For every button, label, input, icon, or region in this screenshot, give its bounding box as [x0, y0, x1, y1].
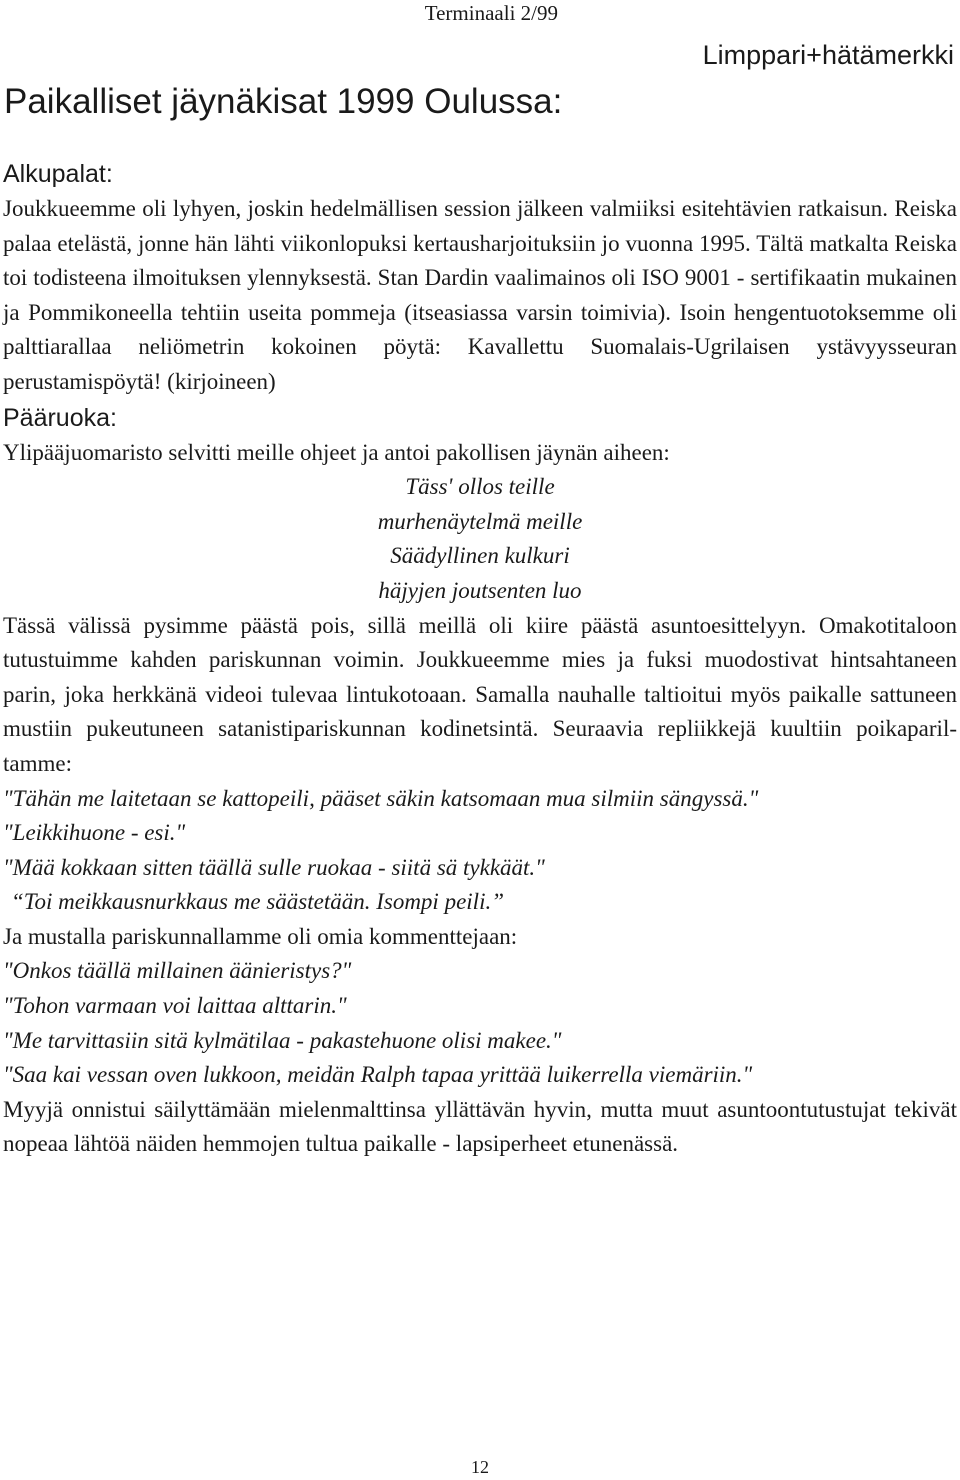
article-title: Paikalliset jäynäkisat 1999 Oulussa: — [4, 82, 563, 121]
poem-line: häjyjen joutsenten luo — [378, 577, 582, 603]
main-intro-paragraph: Ylipääjuomaristo selvitti meille ohjeet ja antoi pakollisen jäynän aiheen: — [3, 439, 670, 465]
quote-line: "Onkos täällä millainen äänieristys?" — [3, 958, 352, 984]
quote-line: "Tohon varmaan voi laittaa alttarin." — [3, 993, 347, 1019]
page-number: 12 — [471, 1457, 489, 1477]
quote-line: "Me tarvittasiin sitä kylmätilaa - pakastehuone olisi makee." — [3, 1027, 562, 1053]
quote-line: "Leikkihuone - esi." — [3, 820, 186, 846]
issue-label: Terminaali 2/99 — [424, 1, 558, 25]
quote-line: "Tähän me laitetaan se kattopeili, pääset säkin katsomaan mua silmiin sängyssä." — [3, 785, 759, 811]
starters-paragraph: Joukkueemme oli lyhyen, joskin hedelmällisen session jälkeen valmiiksi esitehtävien ratkaisun. Reiska palaa etelästä, jonne hän lähti viikonlopuksi kertausharjoituksiin jo vuonna 1995. Tältä matkalta Reiska toi todisteena ilmoituksen ylennyksestä. Stan Dardin vaalimainos oli ISO 9001 - sertifikaatin mukainen ja Pommikoneella tehtiin useita pommeja (itseasiassa varsin toimivia). Isoin hengentuotoksemme oli palttiarallaa neliömetrin kokoinen pöytä: Kavallettu Suomalais-Ugrilaisen ystävyysseuran perustamispöytä! (kirjoineen) — [3, 196, 957, 394]
poem-line: Täss' ollos teille — [405, 474, 555, 500]
starters-heading: Alkupalat: — [3, 160, 113, 188]
closing-paragraph: Myyjä onnistui säilyttämään mielenmalttinsa yllättävän hyvin, mutta muut asuntoontutustujat tekivät nopeaa lähtöä näiden hemmojen tultua paikalle - lapsiperheet etunenässä. — [3, 1096, 957, 1157]
main-paragraph: Tässä välissä pysimme päästä pois, sillä meillä oli kiire päästä asuntoesittelyyn. Omakotitaloon tutustuimme kahden pariskunnan voimin. Joukkueemme mies ja fuksi muodostivat hintsahtaneen parin, joka herkkänä videoi tulevaa lintukotoaan. Samalla nauhalle taltioitui myös paikalle sattuneen mustiin pukeutuneen satanistipariskunnan kodinetsintä. Seuraavia repliikkejä kuultiin poikapariltamme: — [3, 612, 957, 776]
comment-intro-paragraph: Ja mustalla pariskunnallamme oli omia kommenttejaan: — [3, 923, 518, 949]
main-course-heading: Pääruoka: — [3, 403, 117, 432]
poem — [3, 470, 957, 608]
article-body — [3, 156, 957, 1162]
quote-line: “Toi meikkausnurkkaus me säästetään. Isompi peili.” — [11, 889, 504, 915]
header-note: Limppari+hätämerkki — [702, 40, 954, 70]
poem-line: murhenäytelmä meille — [377, 508, 583, 534]
quote-line: "Mää kokkaan sitten täällä sulle ruokaa - siitä sä tykkäät." — [3, 854, 545, 880]
quote-line: "Saa kai vessan oven lukkoon, meidän Ralph tapaa yrittää luikerrella viemäriin." — [3, 1062, 753, 1088]
poem-line: Säädyllinen kulkuri — [390, 543, 570, 569]
